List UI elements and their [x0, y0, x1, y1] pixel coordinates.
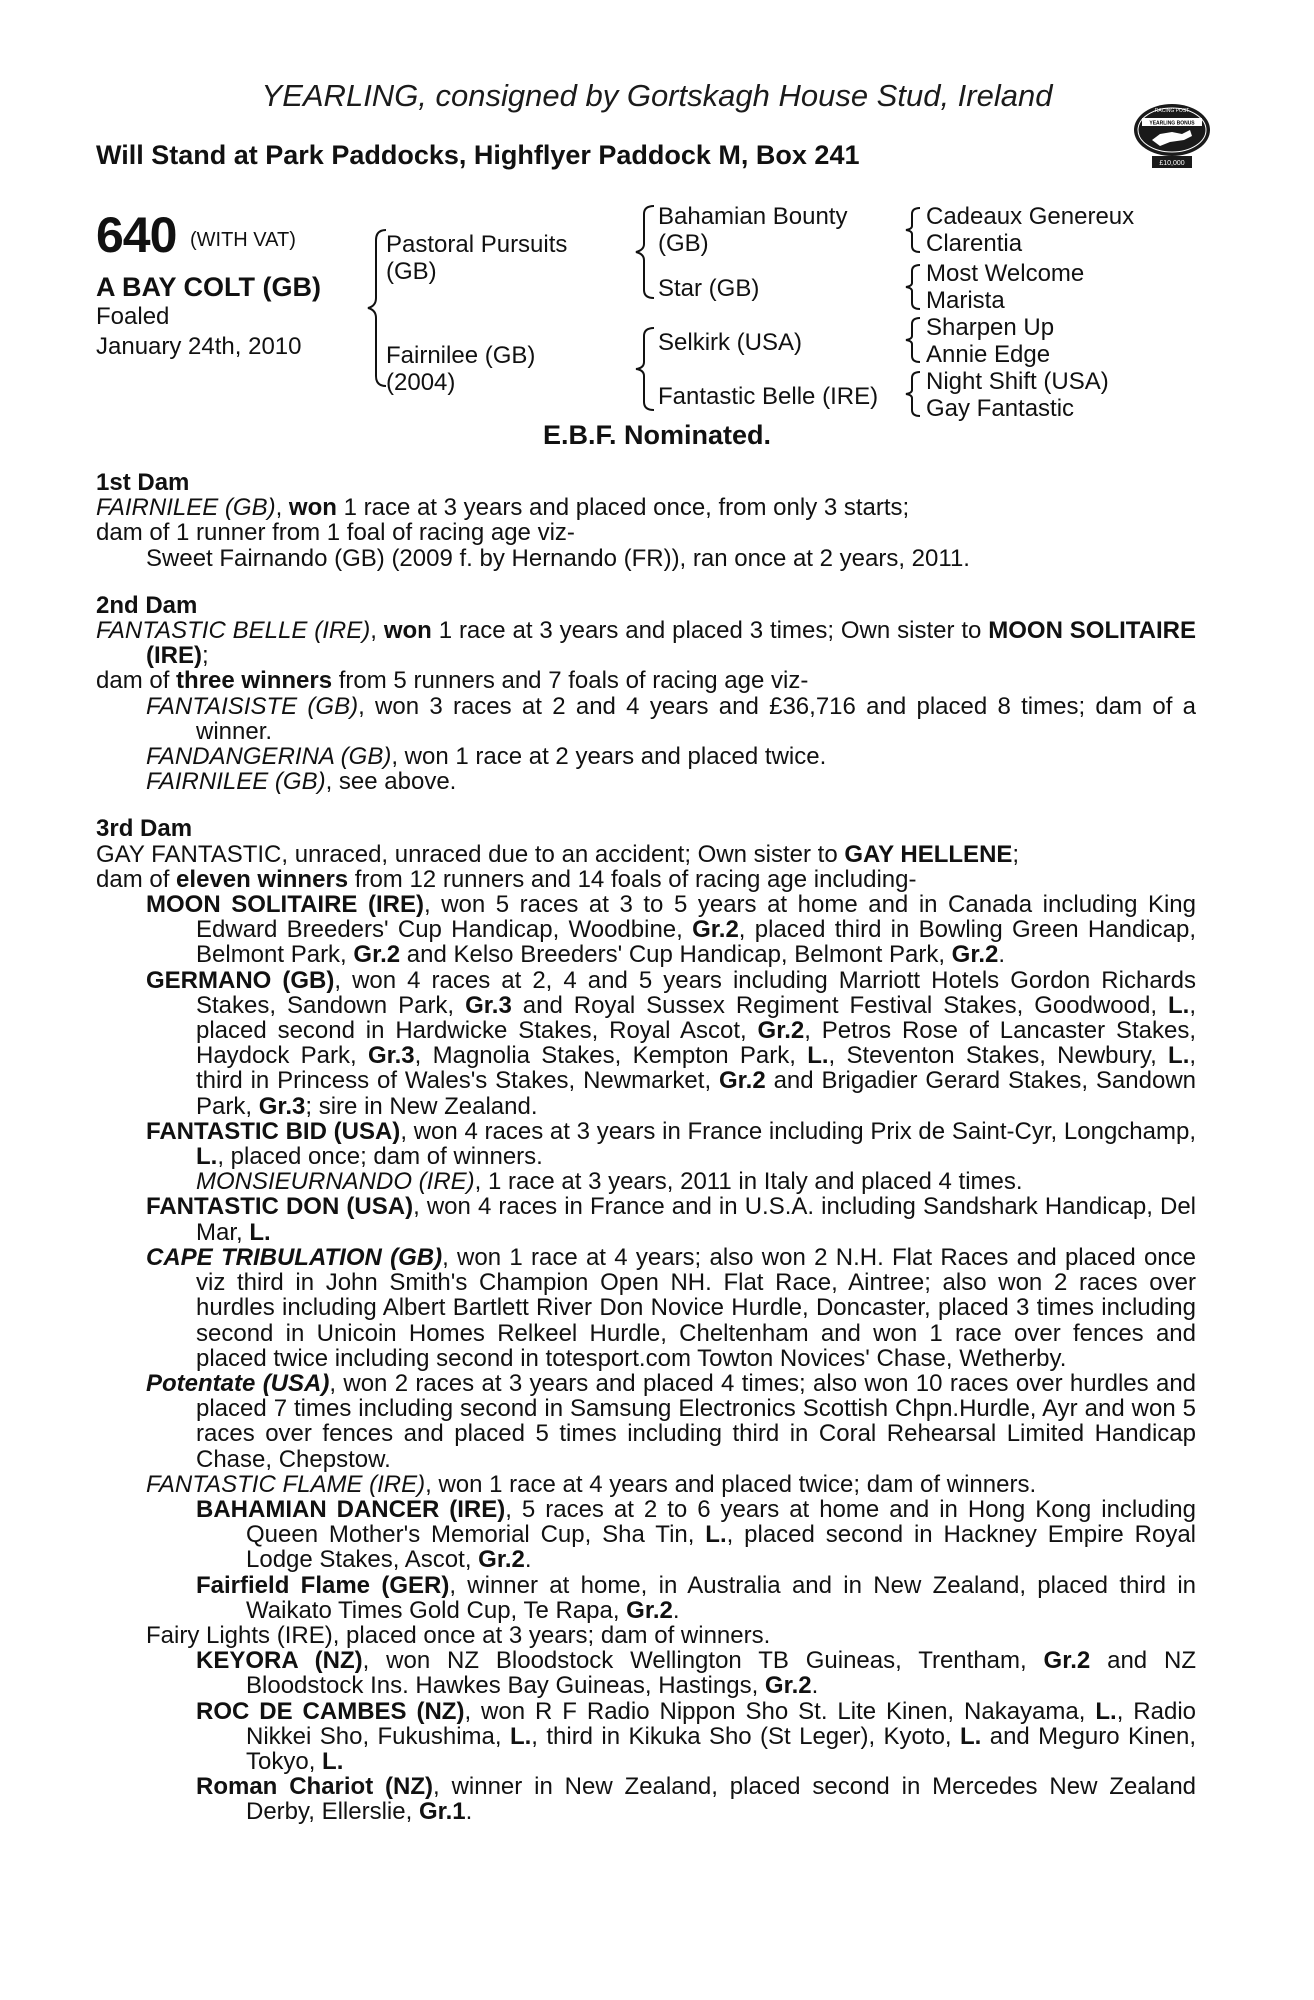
- dam3-grandfoal-keyora: KEYORA (NZ), won NZ Bloodstock Wellington TB Guineas, Trentham, Gr.2 and NZ Bloodstock Ins. Hawkes Bay Guineas, Hastings, Gr.2.: [196, 1647, 1197, 1700]
- stand-location: Will Stand at Park Paddocks, Highflyer Paddock M, Box 241: [96, 140, 860, 170]
- pedigree-brace-g4-3: [904, 316, 922, 364]
- dam-sire-name: Selkirk (USA): [658, 329, 803, 356]
- g4-sire-dam-sire: Most Welcome: [926, 260, 1085, 287]
- dam3-foal-potentate: Potentate (USA), won 2 races at 3 years and placed 4 times; also won 10 races over hurdles and placed 7 times including second in Samsung Electronics Scottish Chpn.Hurdle, Ayr and won 5 races over fences and placed 5 times including third in Coral Rehearsal Limited Handicap Chase, Chepstow.: [146, 1369, 1197, 1473]
- sire-name: Pastoral Pursuits: [386, 231, 568, 258]
- pedigree-brace-dam: [634, 326, 656, 412]
- sire-country: (GB): [386, 258, 437, 285]
- dam3-produce-summary: dam of eleven winners from 12 runners and 14 foals of racing age including-: [96, 865, 917, 893]
- pedigree-brace-g4-1: [904, 206, 922, 254]
- ebf-nominated: E.B.F. Nominated.: [542, 420, 772, 450]
- yearling-bonus-badge: [1130, 96, 1214, 174]
- g4-dam-dam-sire: Night Shift (USA): [926, 368, 1109, 395]
- dam2-line: FANTASTIC BELLE (IRE), won 1 race at 3 years and placed 3 times; Own sister to MOON SOLITAIRE (IRE);: [96, 617, 1197, 670]
- section-heading-1st-dam: 1st Dam: [96, 469, 190, 496]
- dam1-produce-summary: dam of 1 runner from 1 foal of racing age viz-: [96, 519, 575, 547]
- dam3-line: GAY FANTASTIC, unraced, unraced due to an accident; Own sister to GAY HELLENE;: [96, 840, 1020, 868]
- foaled-label: Foaled: [96, 303, 170, 330]
- dam-name: Fairnilee (GB): [386, 342, 536, 369]
- foaled-date: January 24th, 2010: [96, 333, 302, 360]
- dam3-foal-fantastic-bid: FANTASTIC BID (USA), won 4 races at 3 years in France including Prix de Saint-Cyr, Longchamp, L., placed once; dam of winners.: [146, 1117, 1197, 1171]
- g4-dam-sire-sire: Sharpen Up: [926, 314, 1055, 341]
- dam3-foal-fantastic-don: FANTASTIC DON (USA), won 4 races in France and in U.S.A. including Sandshark Handicap, Del Mar, L.: [146, 1193, 1197, 1246]
- dam1-name: FAIRNILEE (GB): [96, 494, 276, 522]
- badge-amount-text: £10,000: [1159, 160, 1185, 167]
- pedigree-brace-g4-2: [904, 263, 922, 311]
- g4-dam-dam-dam: Gay Fantastic: [926, 395, 1075, 422]
- dam3-foal-moon-solitaire: MOON SOLITAIRE (IRE), won 5 races at 3 to 5 years at home and in Canada including King Edward Breeders' Cup Handicap, Woodbine, Gr.2, placed third in Bowling Green Handicap, Belmont Park, Gr.2 and Kelso Breeders' Cup Handicap, Belmont Park, Gr.2.: [146, 891, 1196, 969]
- dam3-foal-fairy-lights: Fairy Lights (IRE), placed once at 3 years; dam of winners.: [146, 1621, 771, 1649]
- g4-sire-sire-sire: Cadeaux Genereux: [926, 203, 1135, 230]
- g4-sire-sire-dam: Clarentia: [926, 230, 1023, 257]
- lot-vat-note: (WITH VAT): [190, 229, 296, 251]
- dam3-grandfoal-bahamian-dancer: BAHAMIAN DANCER (IRE), 5 races at 2 to 6 years at home and in Hong Kong including Queen Mother's Memorial Cup, Sha Tin, L., placed second in Hackney Empire Royal Lodge Stakes, Ascot, Gr.2.: [196, 1495, 1196, 1574]
- badge-top-text: RACING POST: [1154, 108, 1190, 114]
- g4-sire-dam-dam: Marista: [926, 287, 1005, 314]
- pedigree-notes: [96, 470, 1196, 1825]
- dam2-name: FANTASTIC BELLE (IRE): [96, 617, 371, 645]
- dam3-foal-germano: GERMANO (GB), won 4 races at 2, 4 and 5 years including Marriott Hotels Gordon Richards Stakes, Sandown Park, Gr.3 and Royal Sussex Regiment Festival Stakes, Goodwood, L., placed second in Hardwicke Stakes, Royal Ascot, Gr.2, Petros Rose of Lancaster Stakes, Haydock Park, Gr.3, Magnolia Stakes, Kempton Park, L., Steventon Stakes, Newbury, L., third in Princess of Wales's Stakes, Newmarket, Gr.2 and Brigadier Gerard Stakes, Sandown Park, Gr.3; sire in New Zealand.: [146, 966, 1197, 1120]
- dam2-foal-fairnilee: FAIRNILEE (GB), see above.: [146, 768, 457, 796]
- dam-dam-name: Fantastic Belle (IRE): [658, 383, 879, 410]
- pedigree-brace-g4-4: [904, 370, 922, 418]
- pedigree-brace-main: [366, 228, 388, 388]
- pedigree-brace-sire: [634, 204, 656, 300]
- dam3-grandfoal-fairfield-flame: Fairfield Flame (GER), winner at home, in Australia and in New Zealand, placed third in Waikato Times Gold Cup, Te Rapa, Gr.2.: [196, 1571, 1197, 1624]
- section-heading-3rd-dam: 3rd Dam: [96, 815, 193, 843]
- dam1-foal-entry: Sweet Fairnando (GB) (2009 f. by Hernando (FR)), ran once at 2 years, 2011.: [146, 544, 970, 572]
- g4-dam-sire-dam: Annie Edge: [926, 341, 1051, 368]
- dam3-grandfoal-monsieurnando: MONSIEURNANDO (IRE), 1 race at 3 years, 2011 in Italy and placed 4 times.: [196, 1168, 1023, 1196]
- sire-sire-country: (GB): [658, 230, 709, 257]
- sire-sire-name: Bahamian Bounty: [658, 203, 848, 230]
- dam1-line: FAIRNILEE (GB), won 1 race at 3 years and placed once, from only 3 starts;: [96, 494, 910, 522]
- lot-title: A BAY COLT (GB): [96, 272, 322, 302]
- dam2-foal-fantaisiste: FANTAISISTE (GB), won 3 races at 2 and 4 years and £36,716 and placed 8 times; dam of a winner.: [146, 692, 1197, 745]
- page-header-title: YEARLING, consigned by Gortskagh House Stud, Ireland: [261, 78, 1053, 113]
- badge-middle-text: YEARLING BONUS: [1149, 120, 1195, 127]
- dam3-foal-cape-tribulation: CAPE TRIBULATION (GB), won 1 race at 4 years; also won 2 N.H. Flat Races and placed once viz third in John Smith's Champion Open NH. Flat Race, Aintree; also won 2 races over hurdles including Albert Bartlett River Don Novice Hurdle, Doncaster, placed 3 times including second in Unicoin Homes Relkeel Hurdle, Cheltenham and won 1 race over fences and placed twice including second in totesport.com Towton Novices' Chase, Wetherby.: [146, 1243, 1196, 1372]
- sire-dam-name: Star (GB): [658, 275, 760, 302]
- dam3-grandfoal-roc-de-cambes: ROC DE CAMBES (NZ), won R F Radio Nippon Sho St. Lite Kinen, Nakayama, L., Radio Nikkei Sho, Fukushima, L., third in Kikuka Sho (St Leger), Kyoto, L. and Meguro Kinen, Tokyo, L.: [196, 1697, 1196, 1775]
- dam3-grandfoal-roman-chariot: Roman Chariot (NZ), winner in New Zealand, placed second in Mercedes New Zealand Derby, Ellerslie, Gr.1.: [196, 1773, 1197, 1826]
- lot-number: 640: [96, 207, 177, 263]
- dam3-foal-fantastic-flame: FANTASTIC FLAME (IRE), won 1 race at 4 years and placed twice; dam of winners.: [146, 1470, 1037, 1498]
- dam2-foal-fandangerina: FANDANGERINA (GB), won 1 race at 2 years and placed twice.: [146, 743, 827, 771]
- dam-year: (2004): [386, 369, 456, 396]
- section-heading-2nd-dam: 2nd Dam: [96, 591, 198, 619]
- dam2-produce-summary: dam of three winners from 5 runners and 7 foals of racing age viz-: [96, 667, 809, 695]
